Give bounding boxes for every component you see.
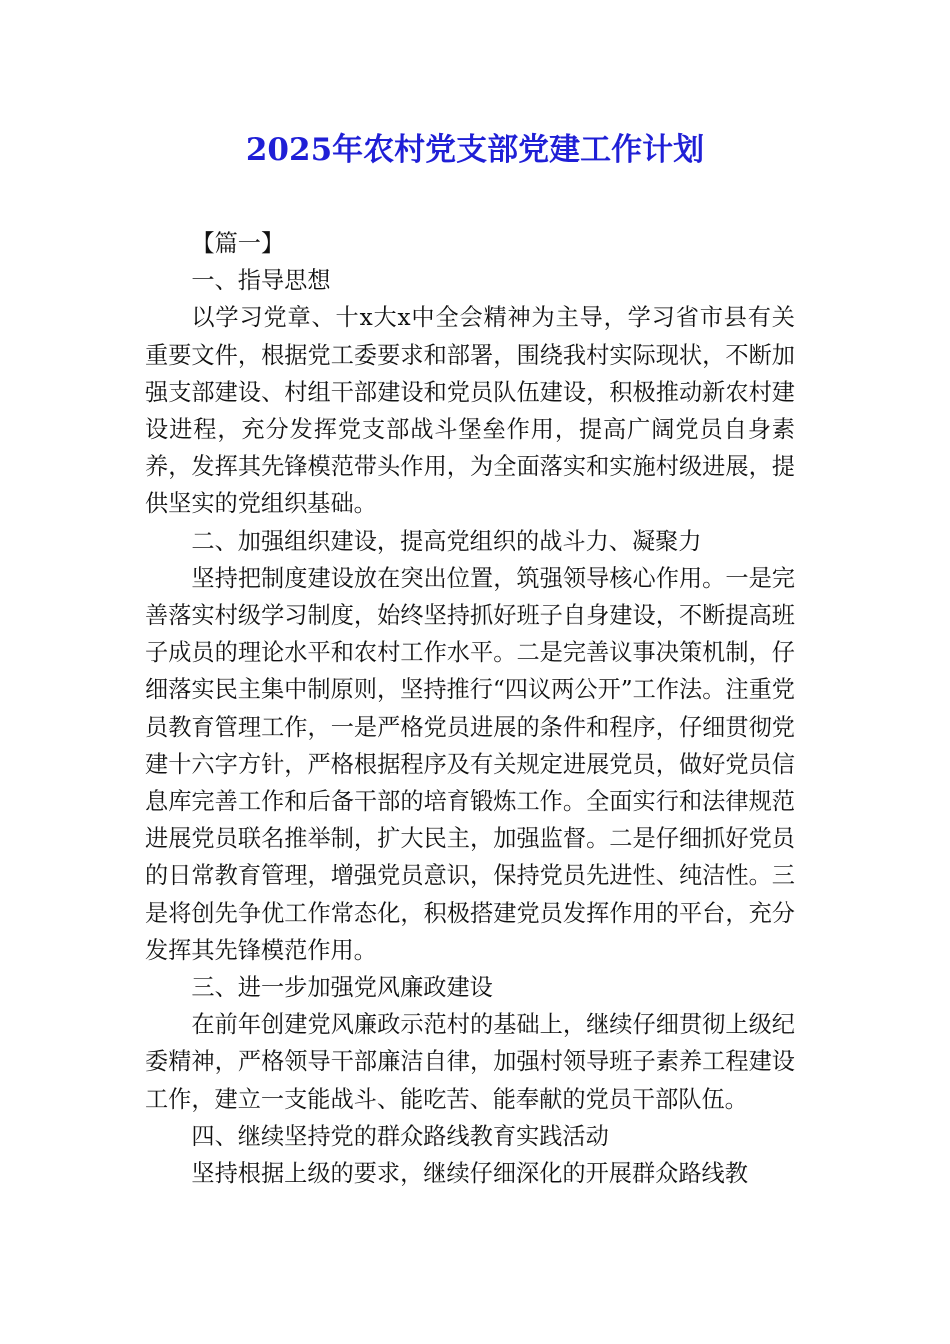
body-paragraph: 坚持根据上级的要求，继续仔细深化的开展群众路线教 (191, 1160, 748, 1188)
body-paragraph: 坚持把制度建设放在突出位置，筑强领导核心作用。一是完善落实村级学习制度，始终坚持抓好班子自身建设，不断提高班子成员的理论水平和农村工作水平。二是完善议事决策机制，仔细落实民主集中制原则，坚持推行“四议两公开”工作法。注重党员教育管理工作，一是严格党员进展的条件和程序，仔细贯彻党建十六字方针，严格根据程序及有关规定进展党员，做好党员信息库完善工作和后备干部的培育锻炼工作。全面实行和法律规范进展党员联名推举制，扩大民主，加强监督。二是仔细抓好党员的日常教育管理，增强党员意识，保持党员先进性、纯洁性。三是将创先争优工作常态化，积极搭建党员发挥作用的平台，充分发挥其先锋模范作用。 (145, 564, 795, 964)
body-paragraph: 在前年创建党风廉政示范村的基础上，继续仔细贯彻上级纪委精神，严格领导干部廉洁自律，加强村领导班子素养工程建设工作，建立一支能战斗、能吃苦、能奉献的党员干部队伍。 (145, 1011, 795, 1113)
section-heading: 三、进一步加强党风廉政建设 (191, 974, 493, 1002)
section-heading: 一、指导思想 (191, 267, 331, 295)
section-heading: 二、加强组织建设，提高党组织的战斗力、凝聚力 (191, 527, 702, 555)
section-marker: 【篇一】 (191, 230, 285, 257)
document-title: 2025年农村党支部党建工作计划 (245, 132, 705, 168)
body-paragraph: 以学习党章、十x大x中全会精神为主导，学习省市县有关重要文件，根据党工委要求和部署，围绕我村实际现状，不断加强支部建设、村组干部建设和党员队伍建设，积极推动新农村建设进程，充分发挥党支部战斗堡垒作用，提高广阔党员自身素养，发挥其先锋模范带头作用，为全面落实和实施村级进展，提供坚实的党组织基础。 (145, 304, 795, 518)
document-body (145, 225, 795, 1192)
section-heading: 四、继续坚持党的群众路线教育实践活动 (191, 1122, 609, 1150)
